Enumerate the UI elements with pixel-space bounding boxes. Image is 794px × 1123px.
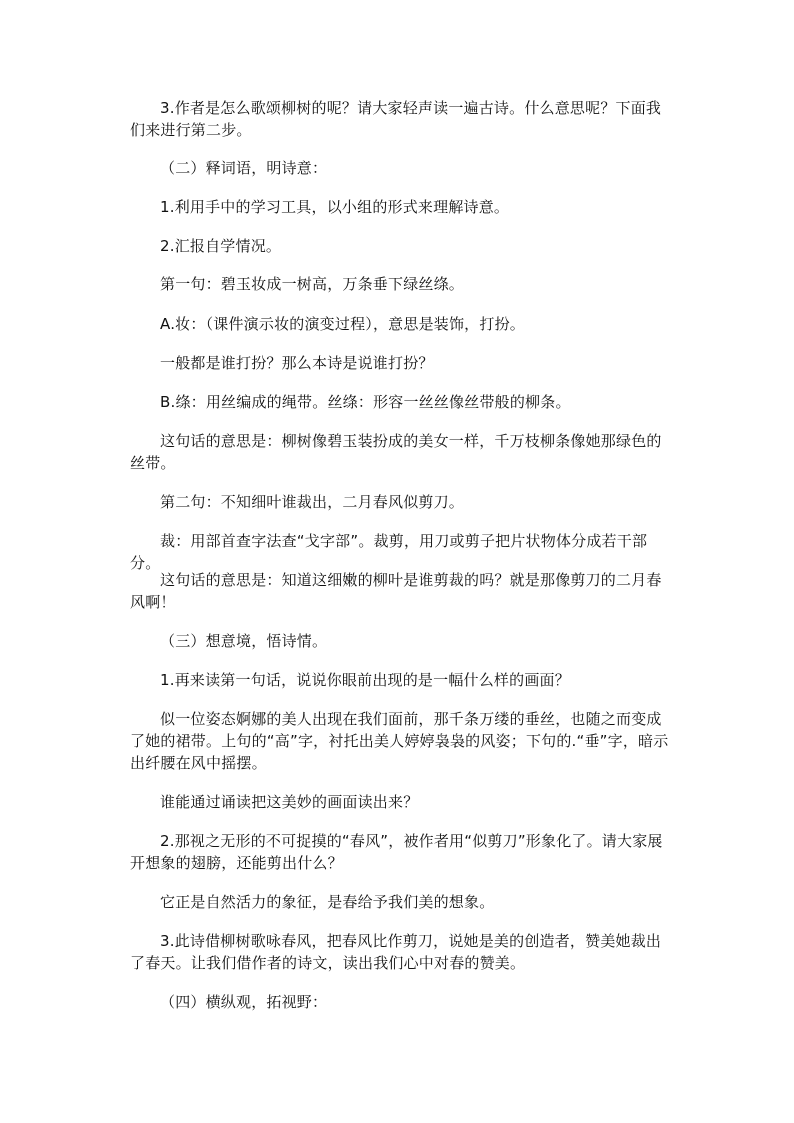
paragraph-cai: 裁：用部首查字法查“戈字部”。裁剪，用刀或剪子把片状物体分成若干部分。 [130, 532, 648, 572]
paragraph-item-2: 2.汇报自学情况。 [160, 237, 282, 255]
paragraph-symbol: 它正是自然活力的象征，是春给予我们美的想象。 [160, 893, 495, 911]
paragraph-imagery: 似一位姿态婀娜的美人出现在我们面前，那千条万缕的垂丝，也随之而变成了她的裙带。上句的“高”字，衬托出美人婷婷袅袅的风姿；下句的.“垂”字，暗示出纤腰在风中摇摆。 [130, 710, 669, 772]
paragraph-note-a: A.妆：（课件演示妆的演变过程），意思是装饰，打扮。 [160, 315, 525, 333]
section-heading-3: （三）想意境，悟诗情。 [160, 632, 328, 650]
paragraph-question: 一般都是谁打扮？那么本诗是说谁打扮？ [160, 354, 434, 372]
paragraph-item-1: 1.利用手中的学习工具，以小组的形式来理解诗意。 [160, 198, 510, 216]
paragraph-spring-wind: 2.那视之无形的不可捉摸的“春风”，被作者用“似剪刀”形象化了。请大家展开想象的翅膀，还能剪出什么？ [130, 832, 663, 872]
paragraph-first-line: 第一句：碧玉妆成一树高，万条垂下绿丝绦。 [160, 275, 465, 293]
section-heading-4: （四）横纵观，拓视野： [160, 993, 328, 1011]
section-heading-2: （二）释词语，明诗意： [160, 159, 328, 177]
paragraph-recite: 谁能通过诵读把这美妙的画面读出来？ [160, 793, 419, 811]
paragraph-step-3: 3.作者是怎么歌颂柳树的呢？请大家轻声读一遍古诗。什么意思呢？下面我们来进行第二步。 [130, 99, 662, 139]
paragraph-meaning-2: 这句话的意思是：知道这细嫩的柳叶是谁剪裁的吗？就是那像剪刀的二月春风啊！ [130, 571, 662, 611]
paragraph-reread: 1.再来读第一句话，说说你眼前出现的是一幅什么样的画面？ [160, 671, 570, 689]
paragraph-praise: 3.此诗借柳树歌咏春风，把春风比作剪刀，说她是美的创造者，赞美她裁出了春天。让我们借作者的诗文，读出我们心中对春的赞美。 [130, 932, 662, 972]
paragraph-note-b: B.绦：用丝编成的绳带。丝绦：形容一丝丝像丝带般的柳条。 [160, 393, 571, 411]
paragraph-meaning-1: 这句话的意思是：柳树像碧玉装扮成的美女一样，千万枝柳条像她那绿色的丝带。 [130, 432, 662, 472]
paragraph-second-line: 第二句：不知细叶谁裁出，二月春风似剪刀。 [160, 493, 465, 511]
